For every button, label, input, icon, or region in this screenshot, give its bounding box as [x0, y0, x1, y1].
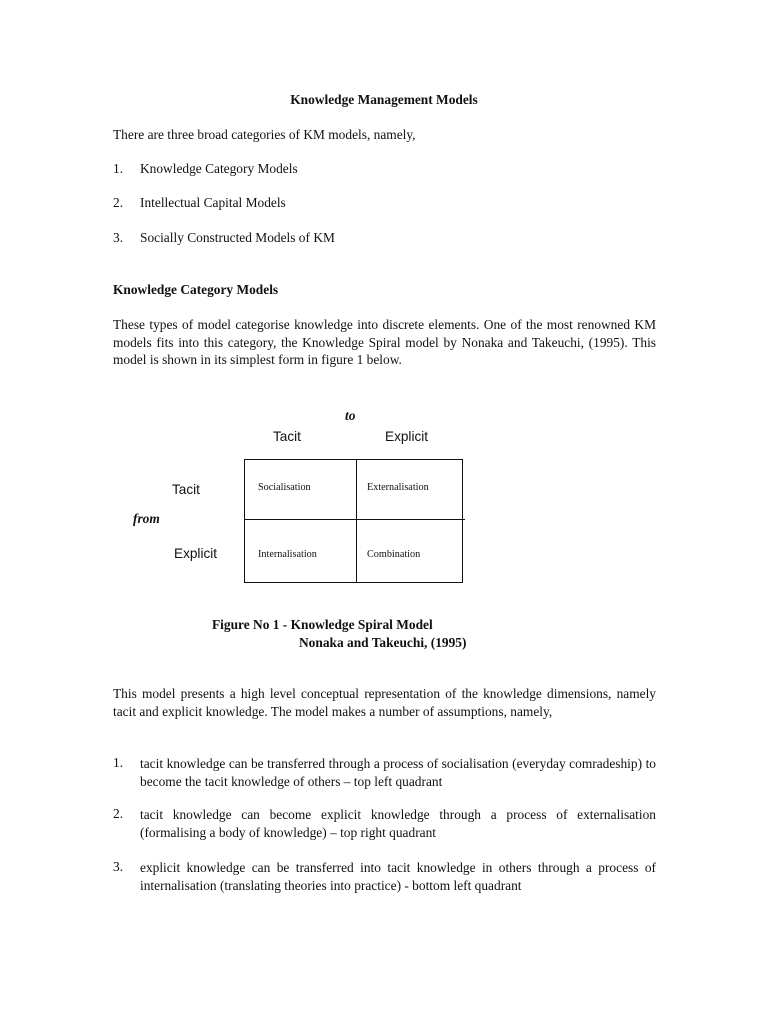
row-label-tacit: Tacit — [172, 482, 200, 497]
figure-caption: Figure No 1 - Knowledge Spiral Model — [212, 617, 433, 632]
row-label-explicit: Explicit — [174, 546, 218, 561]
list-item-number: 2. — [113, 806, 124, 821]
quadrant-internalisation: Internalisation — [258, 549, 317, 560]
quadrant-grid — [244, 459, 463, 583]
list-item: explicit knowledge can be transferred into tacit knowledge in others through a process of internalisation (translating theories into practice) - bottom left quadrant — [140, 860, 656, 893]
model-paragraph: This model presents a high level conceptual representation of the knowledge dimensions, namely tacit and explicit knowledge. The model makes a number of assumptions, namely, — [113, 686, 656, 719]
list-item-number: 1. — [113, 161, 124, 176]
list-item: tacit knowledge can be transferred through a process of socialisation (everyday comradeship) to become the tacit knowledge of others – top left quadrant — [140, 756, 656, 789]
grid-vertical-divider — [356, 459, 357, 582]
list-item-number: 2. — [113, 195, 124, 210]
list-item-number: 3. — [113, 230, 124, 245]
list-item: tacit knowledge can become explicit knowledge through a process of externalisation (formalising a body of knowledge) – top right quadrant — [140, 807, 656, 840]
list-item: Knowledge Category Models — [140, 161, 298, 176]
column-label-tacit: Tacit — [273, 429, 301, 444]
list-item-number: 1. — [113, 755, 124, 770]
list-item-number: 3. — [113, 859, 124, 874]
from-label: from — [133, 511, 160, 526]
quadrant-externalisation: Externalisation — [367, 482, 429, 493]
intro-text: There are three broad categories of KM models, namely, — [113, 127, 416, 142]
quadrant-combination: Combination — [367, 549, 421, 560]
column-label-explicit: Explicit — [385, 429, 429, 444]
section-heading: Knowledge Category Models — [113, 282, 279, 297]
section-paragraph: These types of model categorise knowledge into discrete elements. One of the most renowned KM models fits into this category, the Knowledge Spiral model by Nonaka and Takeuchi, (1995). This model is shown in its simplest form in figure 1 below. — [113, 317, 656, 367]
list-item: Intellectual Capital Models — [140, 195, 286, 210]
to-label: to — [345, 408, 356, 423]
grid-horizontal-divider — [244, 519, 465, 520]
figure-caption-source: Nonaka and Takeuchi, (1995) — [299, 635, 467, 650]
page-title: Knowledge Management Models — [290, 92, 478, 107]
list-item: Socially Constructed Models of KM — [140, 230, 335, 245]
quadrant-socialisation: Socialisation — [258, 482, 311, 493]
